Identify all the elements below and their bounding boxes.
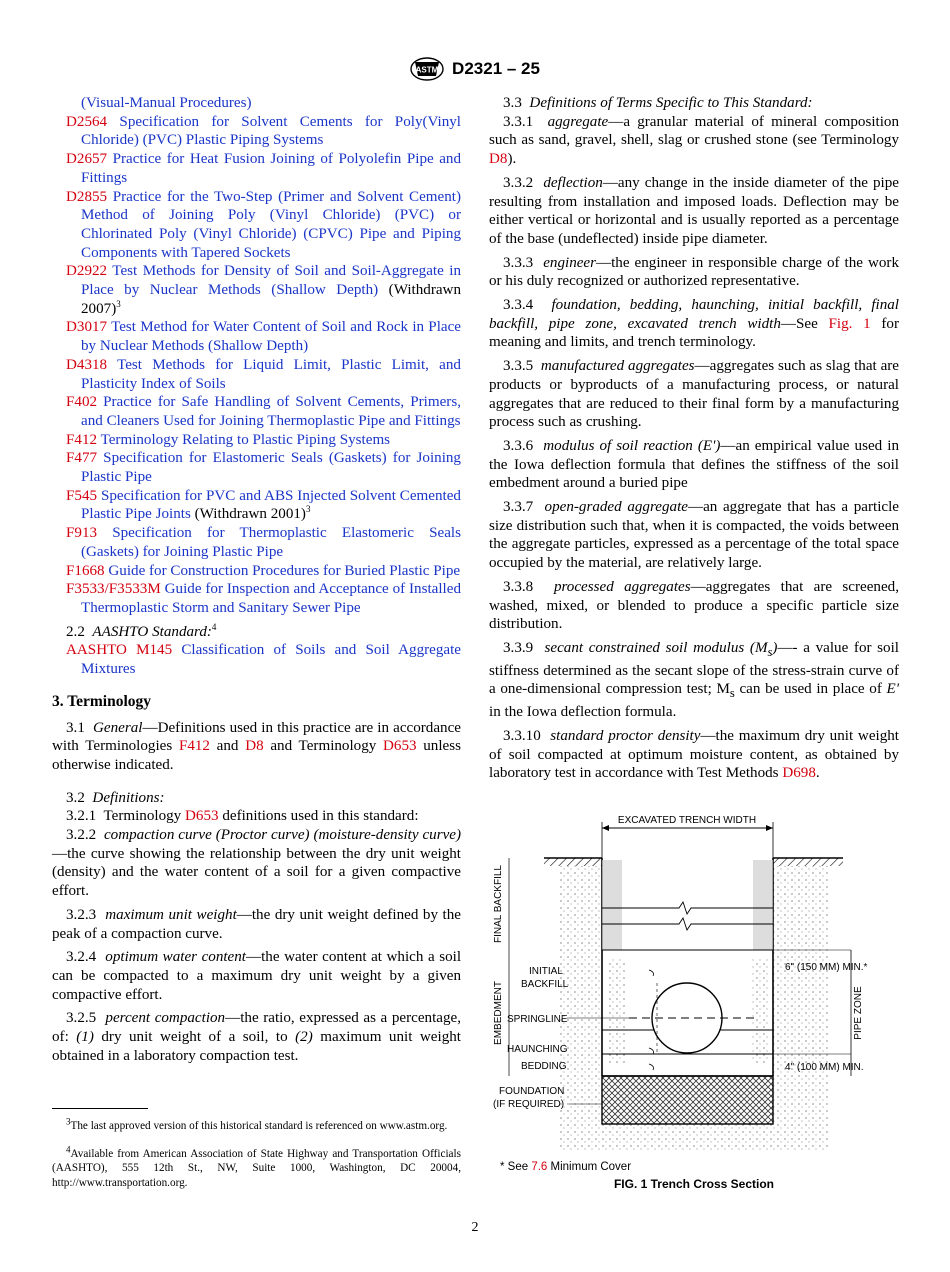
para-3-3-10: 3.3.10 standard proctor density—the maximum dry unit weight of soil compacted at optimum moisture content, as obtained by laboratory test in accordance with Test Methods D698. [489, 727, 899, 782]
ref-code-link[interactable]: F3533/F3533M [66, 581, 161, 598]
reference-list [52, 94, 461, 618]
page-header [0, 56, 950, 82]
svg-text:EMBEDMENT: EMBEDMENT [493, 981, 504, 1045]
aashto-ref: AASHTO M145 Classification of Soils and Soil Aggregate Mixtures [66, 642, 461, 678]
left-column [52, 94, 461, 1065]
reference-item: D2657 Practice for Heat Fusion Joining of Polyolefin Pipe and Fittings [66, 151, 461, 186]
page-number: 2 [471, 1220, 479, 1235]
svg-text:4" (100 MM) MIN.: 4" (100 MM) MIN. [785, 1062, 864, 1073]
reference-item: D4318 Test Methods for Liquid Limit, Plastic Limit, and Plasticity Index of Soils [66, 356, 461, 392]
svg-text:BACKFILL: BACKFILL [521, 979, 569, 990]
ref-code-link[interactable]: F1668 [66, 562, 105, 579]
ref-code-link[interactable]: F545 [66, 487, 98, 504]
aashto-heading: 2.2 AASHTO Standard:$^4$ [66, 621, 217, 640]
figure-note: * See 7.6 Minimum Cover [500, 1161, 632, 1173]
para-3-2: 3.2 Definitions: [66, 789, 165, 806]
svg-text:HAUNCHING: HAUNCHING [507, 1044, 568, 1055]
para-3-3-8: 3.3.8 processed aggregates—aggregates that are screened, washed, mixed, or blended to produce a specific particle size distribution. [489, 578, 899, 633]
ref-code-link[interactable]: D2564 [66, 113, 108, 130]
svg-text:INITIAL: INITIAL [529, 966, 563, 977]
para-3-2-5: 3.2.5 percent compaction—the ratio, expressed as a percentage, of: (1) dry unit weight of a soil, to (2) maximum unit weight obtained in a laboratory compaction test. [52, 1010, 461, 1064]
reference-item: F3533/F3533M Guide for Inspection and Acceptance of Installed Thermoplastic Storm and Sanitary Sewer Pipe [66, 581, 461, 616]
svg-text:FOUNDATION: FOUNDATION [499, 1086, 565, 1097]
astm-logo-icon [410, 56, 444, 82]
para-3-2-2: 3.2.2 compaction curve (Proctor curve) (moisture-density curve)—the curve showing the relationship between the dry unit weight (density) and the water content of a soil for a given compactive effort. [52, 827, 461, 900]
para-3-2-4: 3.2.4 optimum water content—the water content at which a soil can be compacted to a maximum dry unit weight by a given compactive effort. [52, 949, 462, 1003]
label-trench-width: EXCAVATED TRENCH WIDTH [617, 815, 757, 826]
svg-text:(IF REQUIRED): (IF REQUIRED) [493, 1099, 565, 1110]
section-heading-terminology: 3. Terminology [52, 692, 152, 710]
svg-text:SPRINGLINE: SPRINGLINE [507, 1014, 568, 1025]
svg-text:BEDDING: BEDDING [521, 1061, 567, 1072]
designation: D2321 – 25 [452, 59, 540, 78]
ref-code-link[interactable]: F412 [66, 431, 98, 448]
reference-item: F545 Specification for PVC and ABS Injected Solvent Cemented Plastic Pipe Joints (Withdrawn 2001)$^3$ [66, 487, 461, 523]
ref-code-link[interactable]: F913 [66, 525, 98, 542]
reference-item: F402 Practice for Safe Handling of Solvent Cements, Primers, and Cleaners Used for Joining Thermoplastic Pipe and Fittings [66, 394, 461, 429]
para-3-3-9: 3.3.9 secant constrained soil modulus $(M_s)—-$ a value for soil stiffness determined as the secant slope of the stress-strain curve of a one-dimensional compression test; $M_s$ can be used in place of E' in the Iowa deflection formula. [489, 639, 899, 721]
para-3-3-1: 3.3.1 aggregate—a granular material of mineral composition such as sand, gravel, shell, slag or crushed stone (see Terminology D8). [489, 113, 899, 168]
para-3-1: 3.1 General—Definitions used in this practice are in accordance with Terminologies F412 and D8 and Terminology D653 unless otherwise indicated. [52, 719, 461, 773]
link-d653-b[interactable]: D653 [185, 808, 219, 825]
ref-code-link[interactable]: D4318 [66, 356, 108, 373]
reference-item: (Visual-Manual Procedures) [81, 95, 252, 111]
link-d698[interactable]: D698 [782, 765, 816, 782]
link-d8-b[interactable]: D8 [489, 151, 508, 168]
reference-item: D3017 Test Method for Water Content of Soil and Rock in Place by Nuclear Methods (Shallow Depth) [66, 319, 461, 355]
para-3-3-5: 3.3.5 manufactured aggregates—aggregates such as slag that are products or byproducts of a manufacturing process, or natural aggregates that are reduced to their final form by a manufacturing process such as crushing. [489, 358, 899, 431]
reference-item: D2855 Practice for the Two-Step (Primer and Solvent Cement) Method of Joining Poly (Vinyl Chloride) (PVC) or Chlorinated Poly (Vinyl Chloride) (CPVC) Pipe and Piping Components with Tapered Sockets [66, 188, 461, 261]
link-7-6[interactable]: 7.6 [531, 1161, 548, 1173]
ref-code-link[interactable]: F477 [66, 450, 98, 467]
svg-text:ASTM: ASTM [415, 65, 439, 75]
link-fig-1[interactable]: Fig. 1 [828, 315, 871, 332]
para-3-3-6: 3.3.6 modulus of soil reaction (E')—an empirical value used in the Iowa deflection formula that defines the stiffness of the soil embedment around a buried pipe [489, 437, 900, 492]
link-d653[interactable]: D653 [383, 738, 417, 755]
para-3-3-7: 3.3.7 open-graded aggregate—an aggregate that has a particle size distribution such that, when it is compacted, the voids between the aggregate particles, expressed as a percentage of the total space occupied by the material, are relatively large. [489, 499, 900, 572]
para-3-2-3: 3.2.3 maximum unit weight—the dry unit weight defined by the peak of a compaction curve. [52, 906, 461, 942]
reference-item: F913 Specification for Thermoplastic Elastomeric Seals (Gaskets) for Joining Plastic Pipe [66, 525, 461, 560]
para-3-2-1: 3.2.1 Terminology D653 definitions used in this standard: [66, 808, 419, 825]
para-3-3: 3.3 Definitions of Terms Specific to This Standard: [503, 95, 813, 111]
svg-text:PIPE ZONE: PIPE ZONE [853, 986, 864, 1040]
reference-item: D2922 Test Methods for Density of Soil and Soil-Aggregate in Place by Nuclear Methods (Shallow Depth) (Withdrawn 2007)$^3$ [66, 263, 461, 317]
svg-text:6" (150 MM) MIN.*: 6" (150 MM) MIN.* [785, 962, 868, 973]
footnote-3: $^3$The last approved version of this historical standard is referenced on www.astm.org. [66, 1116, 448, 1132]
svg-text:FINAL BACKFILL: FINAL BACKFILL [493, 865, 504, 943]
ref-code-link[interactable]: D3017 [66, 319, 108, 336]
para-3-3-3: 3.3.3 engineer—the engineer in responsible charge of the work or his duly recognized or authorized representative. [489, 254, 900, 290]
figure-caption: FIG. 1 Trench Cross Section [613, 1177, 775, 1191]
reference-item: F412 Terminology Relating to Plastic Piping Systems [66, 431, 391, 448]
reference-item: F1668 Guide for Construction Procedures for Buried Plastic Pipe [66, 562, 461, 579]
ref-link-aashto-m145[interactable]: AASHTO M145 [66, 642, 173, 659]
reference-item: F477 Specification for Elastomeric Seals (Gaskets) for Joining Plastic Pipe [66, 450, 461, 486]
trench-cross-section-figure [489, 808, 909, 1166]
para-3-3-4: 3.3.4 foundation, bedding, haunching, initial backfill, final backfill, pipe zone, excavated trench width—See Fig. 1 for meaning and limits, and trench terminology. [489, 297, 899, 351]
footnote-4: $^4$Available from American Association of State Highway and Transportation Officials (AASHTO), 555 12th St., NW, Suite 1000, Washington, DC 20004, http://www.transportation.org. [52, 1144, 461, 1189]
reference-item: D2564 Specification for Solvent Cements for Poly(Vinyl Chloride) (PVC) Plastic Piping Systems [66, 113, 461, 149]
link-d8[interactable]: D8 [245, 738, 264, 755]
foundation-layer [602, 1076, 773, 1124]
link-f412[interactable]: F412 [178, 738, 210, 755]
footnote-rule [52, 1108, 148, 1109]
right-column [489, 94, 899, 783]
ref-code-link[interactable]: D2855 [66, 188, 108, 205]
ref-code-link[interactable]: D2657 [66, 151, 108, 168]
ref-code-link[interactable]: F402 [66, 394, 98, 411]
para-3-3-2: 3.3.2 deflection—any change in the inside diameter of the pipe resulting from installation and imposed loads. Deflection may be either vertical or horizontal and is usually reported as a percentage of the base (undeflected) inside pipe diameter. [489, 174, 899, 247]
ref-code-link[interactable]: D2922 [66, 263, 108, 280]
